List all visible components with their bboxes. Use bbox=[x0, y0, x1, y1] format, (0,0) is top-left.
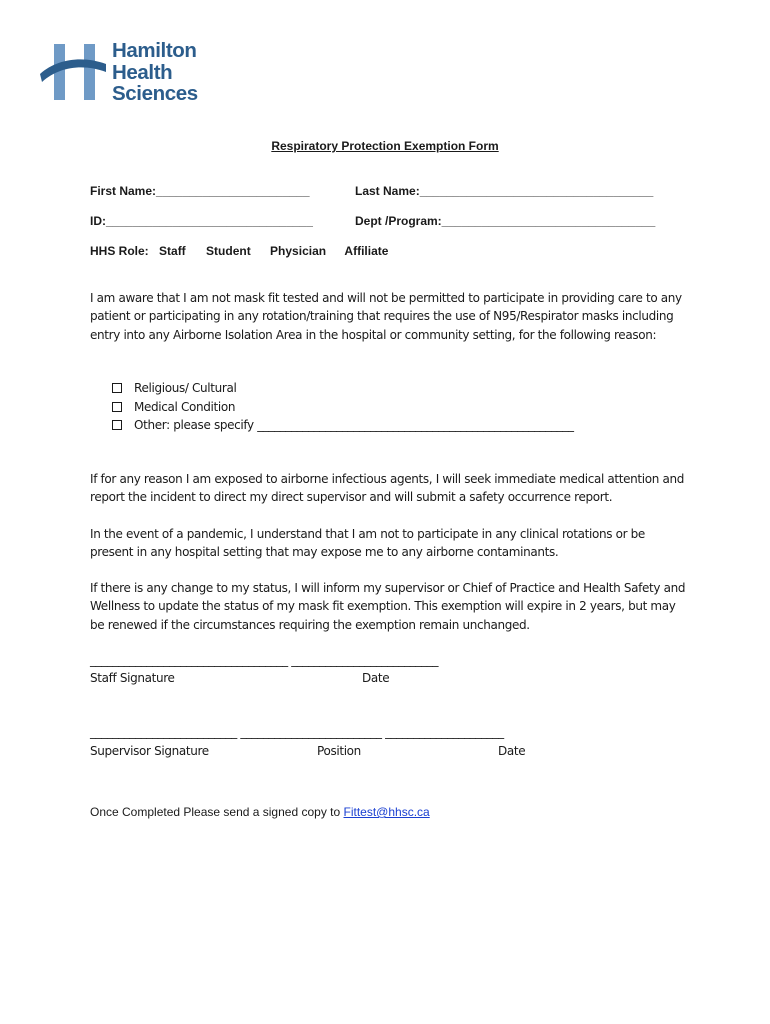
role-option-staff[interactable]: Staff bbox=[159, 244, 186, 258]
email-link[interactable]: Fittest@hhsc.ca bbox=[343, 805, 430, 819]
role-option-affiliate[interactable]: Affiliate bbox=[344, 244, 389, 258]
checkbox-icon[interactable] bbox=[112, 402, 122, 412]
reason-options bbox=[112, 379, 574, 435]
role-option-student[interactable]: Student bbox=[206, 244, 251, 258]
dept-program-field[interactable]: Dept /Program:________________________________ bbox=[355, 214, 656, 228]
option-label: Other: please specify ________________________________________________________ bbox=[134, 418, 574, 433]
staff-signature-line[interactable]: ___________________________________ __________________________ bbox=[90, 653, 439, 667]
role-option-physician[interactable]: Physician bbox=[270, 244, 327, 258]
checkbox-icon[interactable] bbox=[112, 383, 122, 393]
hhs-role-row bbox=[90, 244, 388, 258]
supervisor-date-label: Date bbox=[498, 744, 526, 758]
hhs-logo bbox=[40, 40, 210, 104]
last-name-field[interactable]: Last Name:___________________________________ bbox=[355, 184, 654, 198]
option-label: Medical Condition bbox=[134, 399, 236, 414]
footer-note bbox=[90, 805, 430, 819]
form-title: Respiratory Protection Exemption Form bbox=[271, 139, 499, 153]
position-label: Position bbox=[317, 744, 361, 758]
paragraph-status-change: If there is any change to my status, I will inform my supervisor or Chief of Practice and Health Safety and Wellness to update the status of my mask fit exemption. This exemption will expire in 2 years, but may be renewed if the circumstances requiring the exemption remain unchanged. bbox=[90, 581, 686, 632]
id-field[interactable]: ID:_______________________________ bbox=[90, 214, 313, 228]
checkbox-icon[interactable] bbox=[112, 420, 122, 430]
logo-line-2: Health bbox=[112, 60, 173, 84]
hhs-bridge-logo-icon bbox=[40, 42, 106, 102]
first-name-field[interactable]: First Name:_______________________ bbox=[90, 184, 310, 198]
supervisor-signature-label: Supervisor Signature bbox=[90, 744, 209, 758]
option-religious-cultural[interactable] bbox=[112, 379, 574, 398]
paragraph-exposure: If for any reason I am exposed to airborne infectious agents, I will seek immediate medical attention and report the incident to direct my direct supervisor and will submit a safety occurrence report. bbox=[90, 472, 684, 505]
supervisor-signature-line[interactable]: __________________________ _________________________ _____________________ bbox=[90, 725, 504, 739]
paragraph-pandemic: In the event of a pandemic, I understand that I am not to participate in any clinical rotations or be present in any hospital setting that may expose me to any airborne contaminants. bbox=[90, 527, 645, 560]
logo-line-3: Sciences bbox=[112, 82, 198, 105]
logo-line-1: Hamilton bbox=[112, 39, 197, 62]
role-label: HHS Role: bbox=[90, 244, 149, 258]
staff-date-label: Date bbox=[362, 671, 390, 685]
staff-signature-label: Staff Signature bbox=[90, 671, 175, 685]
option-label: Religious/ Cultural bbox=[134, 381, 237, 395]
paragraph-awareness: I am aware that I am not mask fit tested and will not be permitted to participate in providing care to any patient or participating in any rotation/training that requires the use of N95/Respirator masks including entry into any Airborne Isolation Area in the hospital or community setting, for the following reason: bbox=[90, 291, 682, 342]
footer-text: Once Completed Please send a signed copy to bbox=[90, 805, 344, 819]
option-medical-condition[interactable] bbox=[112, 398, 574, 417]
option-other[interactable] bbox=[112, 416, 574, 435]
